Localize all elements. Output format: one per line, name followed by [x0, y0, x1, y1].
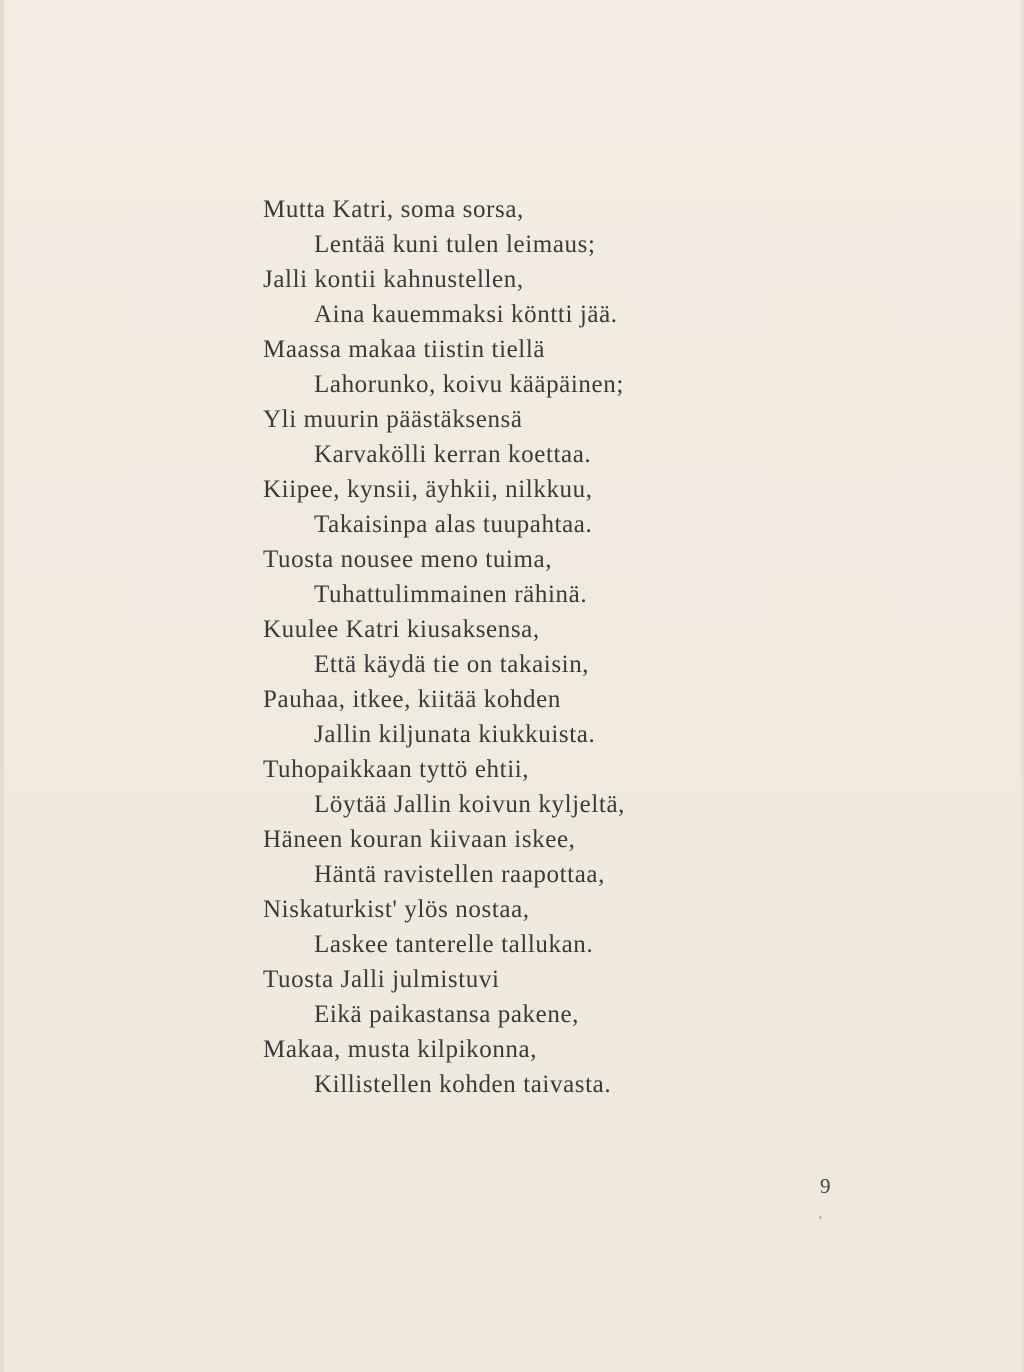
poem-line-8: Karvakölli kerran koettaa. — [314, 441, 592, 468]
poem-line-18: Löytää Jallin koivun kyljeltä, — [314, 791, 625, 818]
poem-line-2: Lentää kuni tulen leimaus; — [314, 231, 596, 258]
poem-line-1: Mutta Katri, soma sorsa, — [263, 196, 524, 223]
page-edge-left — [0, 0, 4, 1372]
poem-line-17: Tuhopaikkaan tyttö ehtii, — [263, 756, 530, 783]
poem-line-15: Pauhaa, itkee, kiitää kohden — [263, 686, 561, 713]
poem-line-11: Tuosta nousee meno tuima, — [263, 546, 553, 573]
poem-line-14: Että käydä tie on takaisin, — [314, 651, 590, 678]
poem-line-12: Tuhattulimmainen rähinä. — [314, 581, 588, 608]
poem-line-4: Aina kauemmaksi köntti jää. — [314, 301, 618, 328]
poem-line-26: Killistellen kohden taivasta. — [314, 1071, 612, 1098]
poem-line-23: Tuosta Jalli julmistuvi — [263, 966, 500, 993]
poem-line-9: Kiipee, kynsii, äyhkii, nilkkuu, — [263, 476, 593, 503]
poem-line-13: Kuulee Katri kiusaksensa, — [263, 616, 540, 643]
poem-line-3: Jalli kontii kahnustellen, — [263, 266, 524, 293]
poem-line-20: Häntä ravistellen raapottaa, — [314, 861, 605, 888]
poem-line-21: Niskaturkist' ylös nostaa, — [263, 896, 530, 923]
poem-line-5: Maassa makaa tiistin tiellä — [263, 336, 546, 363]
poem-line-10: Takaisinpa alas tuupahtaa. — [314, 511, 593, 538]
poem-line-22: Laskee tanterelle tallukan. — [314, 931, 594, 958]
paper-speck — [819, 1216, 822, 1219]
poem-line-6: Lahorunko, koivu kääpäinen; — [314, 371, 624, 398]
poem-line-24: Eikä paikastansa pakene, — [314, 1001, 579, 1028]
page-number: 9 — [820, 1174, 831, 1198]
poem-line-19: Häneen kouran kiivaan iskee, — [263, 826, 576, 853]
poem-line-16: Jallin kiljunata kiukkuista. — [314, 721, 596, 748]
poem-line-7: Yli muurin päästäksensä — [263, 406, 523, 433]
poem-line-25: Makaa, musta kilpikonna, — [263, 1036, 538, 1063]
